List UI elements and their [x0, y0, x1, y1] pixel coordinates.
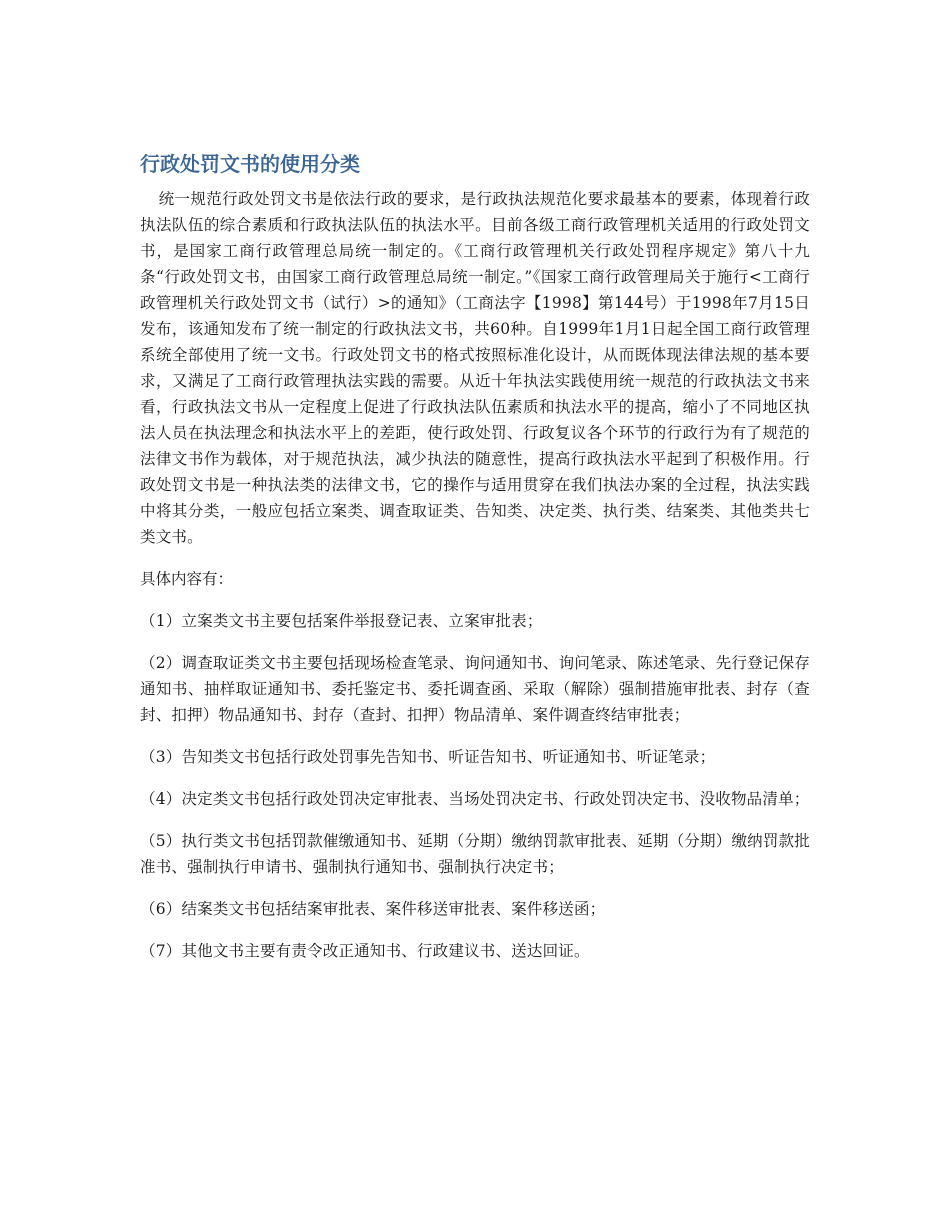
list-item: （6）结案类文书包括结案审批表、案件移送审批表、案件移送函； — [140, 900, 606, 918]
intro-paragraph: 统一规范行政处罚文书是依法行政的要求，是行政执法规范化要求最基本的要素，体现着行政执法队伍的综合素质和行政执法队伍的执法水平。目前各级工商行政管理机关适用的行政处罚文书，是国家工商行政管理总局统一制定的。《工商行政管理机关行政处罚程序规定》第八十九条“行政处罚文书，由国家工商行政管理总局统一制定。”《国家工商行政管理局关于施行<工商行政管理机关行政处罚文书（试行）>的通知》（工商法字【1998】第144号）于1998年7月15日发布，该通知发布了统一制定的行政执法文书，共60种。自1999年1月1日起全国工商行政管理系统全部使用了统一文书。行政处罚文书的格式按照标准化设计，从而既体现法律法规的基本要求，又满足了工商行政管理执法实践的需要。从近十年执法实践使用统一规范的行政执法文书来看，行政执法文书从一定程度上促进了行政执法队伍素质和执法水平的提高，缩小了不同地区执法人员在执法理念和执法水平上的差距，使行政处罚、行政复议各个环节的行政行为有了规范的法律文书作为载体，对于规范执法，减少执法的随意性，提高行政执法水平起到了积极作用。行政处罚文书是一种执法类的法律文书，它的操作与适用贯穿在我们执法办案的全过程，执法实践中将其分类，一般应包括立案类、调查取证类、告知类、决定类、执行类、结案类、其他类共七类文书。 — [140, 190, 810, 546]
list-item: （3）告知类文书包括行政处罚事先告知书、听证告知书、听证通知书、听证笔录； — [140, 748, 716, 766]
list-item: （5）执行类文书包括罚款催缴通知书、延期（分期）缴纳罚款审批表、延期（分期）缴纳罚款批准书、强制执行申请书、强制执行通知书、强制执行决定书； — [140, 832, 810, 876]
category-list — [140, 608, 810, 964]
list-item: （1）立案类文书主要包括案件举报登记表、立案审批表； — [140, 612, 543, 630]
list-item: （2）调查取证类文书主要包括现场检查笔录、询问通知书、询问笔录、陈述笔录、先行登记保存通知书、抽样取证通知书、委托鉴定书、委托调查函、采取（解除）强制措施审批表、封存（查封、扣押）物品通知书、封存（查封、扣押）物品清单、案件调查终结审批表； — [140, 654, 810, 724]
list-item: （4）决定类文书包括行政处罚决定审批表、当场处罚决定书、行政处罚决定书、没收物品清单； — [140, 790, 810, 808]
list-item: （7）其他文书主要有责令改正通知书、行政建议书、送达回证。 — [140, 942, 590, 960]
document-page — [140, 148, 810, 964]
document-title: 行政处罚文书的使用分类 — [140, 152, 360, 176]
section-label: 具体内容有： — [140, 570, 234, 588]
